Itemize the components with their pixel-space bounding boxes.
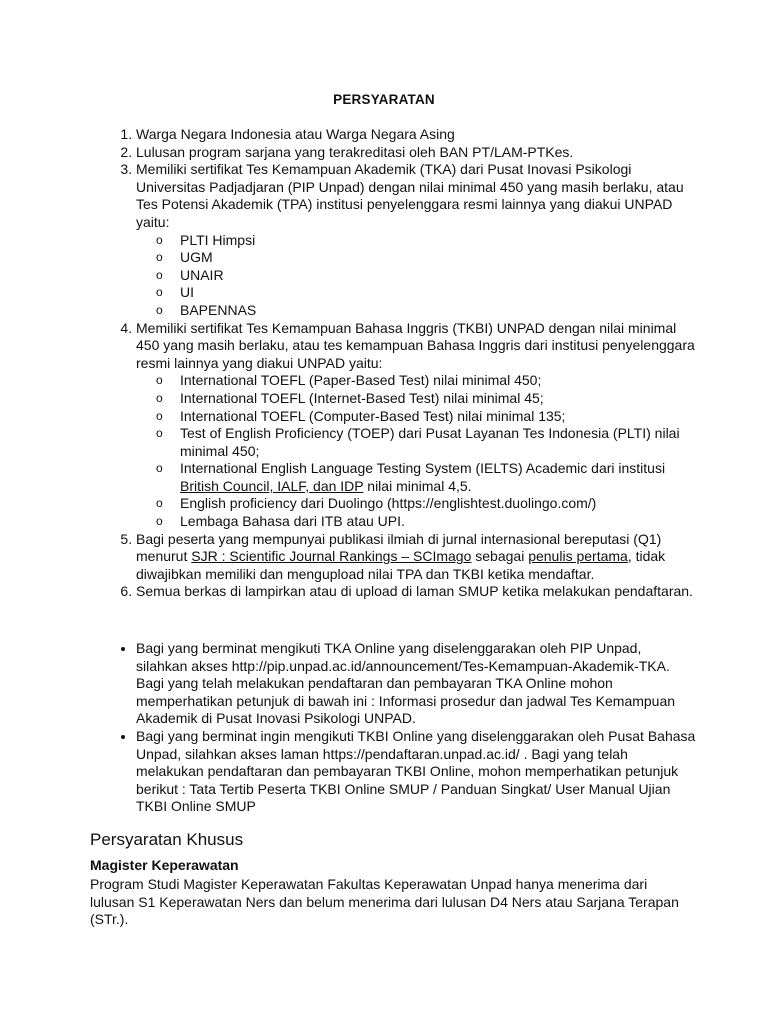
list-item: o UI — [156, 284, 696, 302]
list-item-ielts — [156, 460, 696, 495]
tpa-institution-list — [136, 232, 696, 320]
requirements-list — [111, 126, 696, 601]
ielts-text-post: nilai minimal 4,5. — [363, 477, 472, 494]
page-title: PERSYARATAN — [333, 92, 435, 107]
note-tka: • Bagi yang berminat mengikuti TKA Online yang diselenggarakan oleh PIP Unpad, silahkan akses http://pip.unpad.ac.id/announcement/Tes-Kemampuan-Akademik-TKA. Bagi yang telah melakukan pendaftaran dan pembayaran TKA Online mohon memperhatikan petunjuk di bawah ini : Informasi prosedur dan jadwal Tes Kemampuan Akademik di Pusat Inovasi Psikologi UNPAD. — [136, 640, 696, 728]
requirement-2-text: Lulusan program sarjana yang terakreditasi oleh BAN PT/LAM-PTKes. — [136, 143, 574, 160]
requirement-2 — [136, 144, 696, 162]
ielts-institution-link[interactable]: British Council, IALF, dan IDP — [180, 477, 364, 494]
list-item: o International TOEFL (Internet-Based Test) nilai minimal 45; — [156, 390, 696, 408]
list-item: o International TOEFL (Computer-Based Test) nilai minimal 135; — [156, 408, 696, 426]
requirement-5-mid: sebagai — [471, 548, 529, 565]
note-tkbi: • Bagi yang berminat ingin mengikuti TKBI Online yang diselenggarakan oleh Pusat Bahasa Unpad, silahkan akses laman https://pendaftaran.unpad.ac.id/ . Bagi yang telah melakukan pendaftaran dan pembayaran TKBI Online, mohon memperhatikan petunjuk berikut : Tata Tertib Peserta TKBI Online SMUP / Panduan Singkat/ User Manual Ujian TKBI Online SMUP — [136, 728, 696, 816]
english-test-list — [136, 372, 696, 530]
magister-paragraph: Program Studi Magister Keperawatan Fakultas Keperawatan Unpad hanya menerima dari lulusan S1 Keperawatan Ners dan belum menerima dari lulusan D4 Ners atau Sarjana Terapan (STr.). — [90, 876, 679, 928]
sjr-link[interactable]: SJR : Scientific Journal Rankings – SCImago — [191, 548, 472, 565]
list-item: o UNAIR — [156, 267, 696, 285]
requirement-5-pre: Bagi peserta yang mempunyai publikasi ilmiah di jurnal internasional bereputasi (Q1) menurut — [136, 530, 662, 565]
list-item: o Test of English Proficiency (TOEP) dari Pusat Layanan Tes Indonesia (PLTI) nilai minimal 450; — [156, 425, 696, 460]
requirement-6 — [136, 583, 696, 601]
requirement-3 — [136, 161, 696, 319]
list-item: o UGM — [156, 249, 696, 267]
list-item: o International TOEFL (Paper-Based Test) nilai minimal 450; — [156, 372, 696, 390]
list-item: o PLTI Himpsi — [156, 232, 696, 250]
special-requirements-heading: Persyaratan Khusus — [90, 830, 244, 849]
list-item: o BAPENNAS — [156, 302, 696, 320]
notes-list — [111, 640, 696, 816]
requirement-1-text: Warga Negara Indonesia atau Warga Negara Asing — [136, 126, 455, 142]
requirement-1 — [136, 126, 696, 144]
list-item: o English proficiency dari Duolingo (https://englishtest.duolingo.com/) — [156, 495, 696, 513]
list-item: o Lembaga Bahasa dari ITB atau UPI. — [156, 513, 696, 531]
requirement-6-text: Semua berkas di lampirkan atau di upload di laman SMUP ketika melakukan pendaftaran. — [136, 583, 693, 600]
requirement-3-text: Memiliki sertifikat Tes Kemampuan Akademik (TKA) dari Pusat Inovasi Psikologi Universitas Padjadjaran (PIP Unpad) dengan nilai minimal 450 yang masih berlaku, atau Tes Potensi Akademik (TPA) institusi penyelenggara resmi lainnya yang diakui UNPAD yaitu: — [136, 161, 684, 230]
ielts-text-pre: International English Language Testing System (IELTS) Academic dari institusi — [180, 460, 666, 477]
requirement-5-post: , tidak diwajibkan memiliki dan mengupload nilai TPA dan TKBI ketika mendaftar. — [136, 548, 666, 582]
first-author-link[interactable]: penulis pertama — [528, 548, 628, 565]
magister-heading: Magister Keperawatan — [90, 857, 239, 873]
requirement-4 — [136, 320, 696, 531]
requirement-5 — [136, 531, 696, 584]
requirement-4-text: Memiliki sertifikat Tes Kemampuan Bahasa Inggris (TKBI) UNPAD dengan nilai minimal 450 yang masih berlaku, atau tes kemampuan Bahasa Inggris dari institusi penyelenggara resmi lainnya yang diakui UNPAD yaitu: — [136, 319, 695, 371]
